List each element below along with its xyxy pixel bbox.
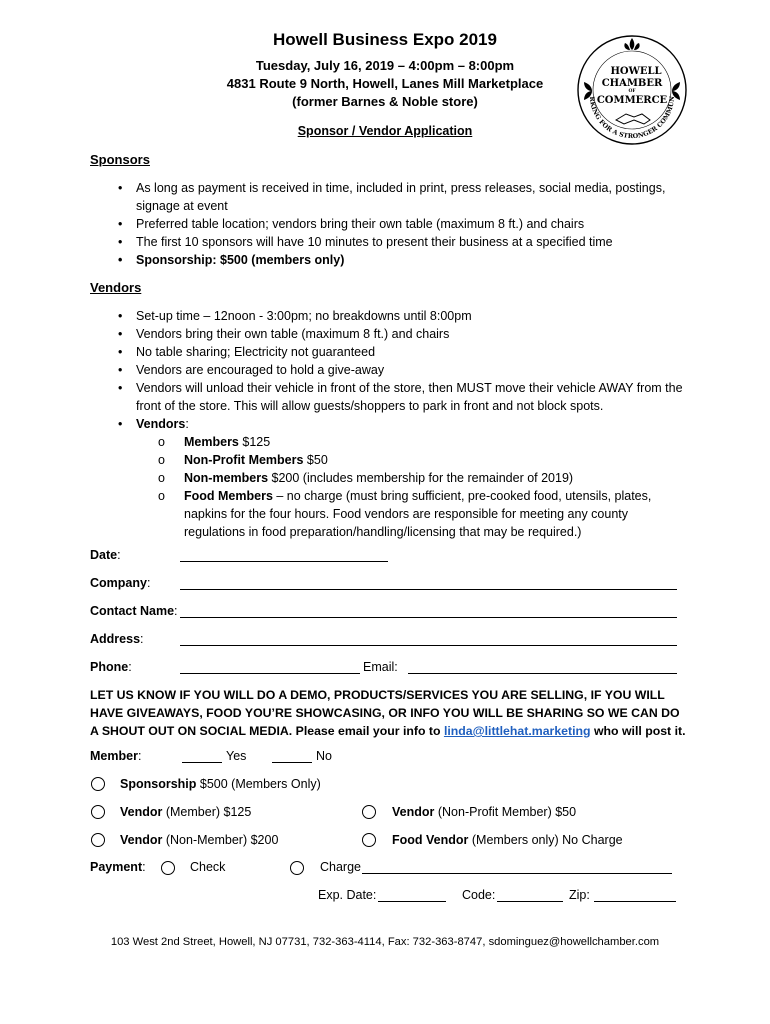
fee-name: Food Members [184,489,273,503]
contact-name-label: Contact Name: [90,604,178,618]
date-field[interactable] [180,561,388,562]
sponsorship-radio[interactable] [91,777,105,791]
logo-line-2: CHAMBER [601,78,663,89]
list-item: • Vendors bring their own table (maximum 8 ft.) and chairs [118,325,688,343]
payment-label: Payment: [90,860,146,874]
vendor-fees-label: Vendors [136,417,186,431]
card-number-field[interactable] [362,873,672,874]
food-vendor-radio[interactable] [362,833,376,847]
notice-text: LET US KNOW IF YOU WILL DO A DEMO, PRODUCTS/SERVICES YOU ARE SELLING, IF YOU WILL HAVE GIVEAWAYS, FOOD YOU’RE SHOWCASING, OR INFO YOU WILL BE SHARING SO WE CAN DO A SHOUT OUT ON SOCIAL MEDIA. Please email your info to [90,688,680,738]
address-label: Address: [90,632,144,646]
sponsors-heading: Sponsors [90,152,150,167]
fee-detail: $125 [238,435,271,449]
check-radio[interactable] [161,861,175,875]
event-location-note: (former Barnes & Noble store) [292,94,478,109]
vendor-nonmember-radio[interactable] [91,833,105,847]
footer-contact: 103 West 2nd Street, Howell, NJ 07731, 732-363-4114, Fax: 732-363-8747, sdominguez@howellchamber.com [110,936,660,948]
email-label: Email: [363,660,398,674]
fee-item [158,433,688,451]
member-no-label: No [316,749,332,763]
sponsors-list [118,179,688,269]
fee-detail: $200 (includes membership for the remainder of 2019) [268,471,574,485]
logo-ring-text: RKING FOR A STRONGER COMMUN [587,95,677,141]
phone-label: Phone: [90,660,132,674]
document-title: Howell Business Expo 2019 [273,30,497,49]
social-media-notice [90,686,690,740]
member-yes-label: Yes [226,749,247,763]
list-item: • Preferred table location; vendors bring their own table (maximum 8 ft.) and chairs [118,215,688,233]
vendor-fees-colon: : [185,417,189,431]
list-item: • Sponsorship: $500 (members only) [118,251,688,269]
fee-detail: $50 [303,453,328,467]
company-label: Company: [90,576,151,590]
list-item: • Vendors will unload their vehicle in front of the store, then MUST move their vehicle AWAY from the front of the store. This will allow guests/shoppers to park in front and not block spots. [118,379,688,415]
phone-field[interactable] [180,673,360,674]
zip-field[interactable] [594,901,676,902]
vendor-member-option-label: Vendor (Member) $125 [120,805,252,819]
fee-item [158,487,688,541]
event-address: 4831 Route 9 North, Howell, Lanes Mill Marketplace [226,76,544,91]
charge-label: Charge [320,860,361,874]
vendor-member-radio[interactable] [91,805,105,819]
list-item: • The first 10 sponsors will have 10 minutes to present their business at a specified time [118,233,688,251]
zip-label: Zip: [569,888,590,902]
email-field[interactable] [408,673,677,674]
fee-name: Members [184,435,239,449]
vendors-heading: Vendors [90,280,142,295]
event-date: Tuesday, July 16, 2019 – 4:00pm – 8:00pm [255,58,515,73]
sponsorship-option-label: Sponsorship $500 (Members Only) [120,777,321,791]
logo-line-1: HOWELL [610,66,662,77]
charge-radio[interactable] [290,861,304,875]
exp-date-field[interactable] [378,901,446,902]
notice-email-link[interactable]: linda@littlehat.marketing [443,724,591,738]
chamber-logo [576,34,688,146]
company-field[interactable] [180,589,677,590]
list-item [118,415,688,541]
list-item: • As long as payment is received in time, included in print, press releases, social media, postings, signage at event [118,179,688,215]
contact-name-field[interactable] [180,617,677,618]
list-item: • Set-up time – 12noon - 3:00pm; no breakdowns until 8:00pm [118,307,688,325]
vendor-nonmember-option-label: Vendor (Non-Member) $200 [120,833,279,847]
member-no-field[interactable] [272,762,312,763]
vendor-nonprofit-option-label: Vendor (Non-Profit Member) $50 [392,805,577,819]
vendor-fees-list [136,433,688,541]
logo-line-3: OF [628,89,636,94]
vendor-nonprofit-radio[interactable] [362,805,376,819]
food-vendor-option-label: Food Vendor (Members only) No Charge [392,833,623,847]
code-label: Code: [462,888,496,902]
member-yes-field[interactable] [182,762,222,763]
form-title: Sponsor / Vendor Application [297,124,473,138]
date-label: Date: [90,548,121,562]
fee-item [158,451,688,469]
check-label: Check [190,860,226,874]
notice-text-end: who will post it. [590,724,686,738]
fee-item [158,469,688,487]
chamber-seal-icon [576,34,688,146]
exp-date-label: Exp. Date: [318,888,377,902]
fee-detail: – no charge (must bring sufficient, pre-cooked food, utensils, plates, napkins for the four hours. Food vendors are responsible for meeting any county regulations in food preparation/handling/licensing that may be required.) [184,489,652,539]
logo-line-4: COMMERCE [596,95,668,106]
member-label: Member: [90,749,142,763]
list-item: • No table sharing; Electricity not guaranteed [118,343,688,361]
list-item: • Vendors are encouraged to hold a give-away [118,361,688,379]
address-field[interactable] [180,645,677,646]
fee-name: Non-members [184,471,269,485]
code-field[interactable] [497,901,563,902]
fee-name: Non-Profit Members [184,453,304,467]
vendors-list [118,307,688,541]
